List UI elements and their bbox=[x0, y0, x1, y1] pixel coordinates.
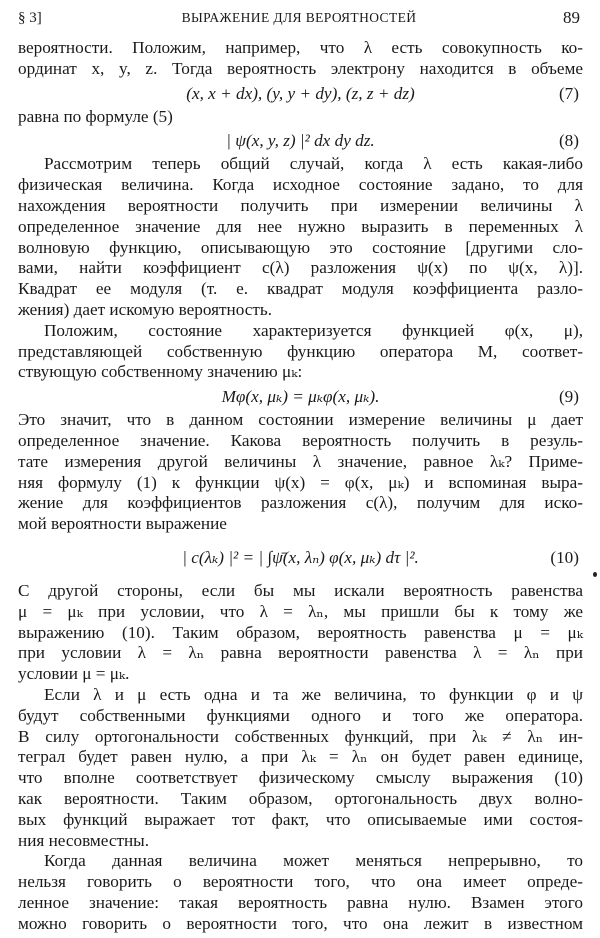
text-line: будут собственными функциями одного и того же оператора. bbox=[18, 705, 583, 725]
text-line: μ = μₖ при условии, что λ = λₙ, мы пришли бы к тому же bbox=[18, 601, 584, 621]
text-line: нельзя говорить о вероятности того, что она имеет опреде- bbox=[18, 872, 583, 892]
page-number: 89 bbox=[563, 8, 580, 27]
equation bbox=[18, 127, 583, 154]
text-line: физическая величина. Когда исходное состояние задано, то для bbox=[18, 175, 583, 195]
text-line: нахождения вероятности получить при измерении величины λ bbox=[18, 195, 583, 215]
text-line: можно говорить о вероятности того, что она лежит в известном bbox=[18, 913, 583, 933]
text-line: жение для коэффициентов разложения c(λ), получим для иско- bbox=[18, 493, 583, 513]
text-line: Квадрат ее модуля (т. е. квадрат модуля коэффициента разло- bbox=[18, 279, 583, 299]
text-line: волновую функцию, описывающую это состояние [другими сло- bbox=[18, 237, 583, 257]
text-line: равна по формуле (5) bbox=[18, 106, 173, 126]
equation bbox=[18, 80, 583, 107]
text-line: вами, найти коэффициент c(λ) разложения ψ(x) по ψ(x, λ)]. bbox=[18, 258, 583, 278]
equation-text: (x, x + dx), (y, y + dy), (z, z + dz) bbox=[186, 83, 415, 103]
print-speck bbox=[593, 572, 597, 577]
page-body bbox=[18, 38, 583, 934]
text-line: выражению (10). Таким образом, вероятность равенства μ = μₖ bbox=[18, 622, 583, 642]
text-line: ния несовместны. bbox=[18, 830, 150, 850]
text-line: представляющей собственную функцию оператора M, соответ- bbox=[18, 341, 583, 361]
text-line: С другой стороны, если бы мы искали вероятность равенства bbox=[18, 580, 583, 600]
text-line: Если λ и μ есть одна и та же величина, то функции φ и ψ bbox=[44, 684, 583, 704]
text-line: определенное значение для нее нужно выразить в переменных λ bbox=[18, 216, 583, 236]
text-line: вероятности. Положим, например, что λ есть совокупность ко- bbox=[18, 38, 583, 57]
text-line: ленное значение: такая вероятность равна нулю. Взамен этого bbox=[18, 892, 583, 912]
text-line: Это значит, что в данном состоянии измерение величины μ дает bbox=[18, 410, 583, 430]
equation-number: (8) bbox=[558, 131, 579, 151]
text-line: что вполне соответствует физическому смыслу выражения (10) bbox=[18, 768, 583, 788]
text-line: Рассмотрим теперь общий случай, когда λ есть какая-либо bbox=[44, 154, 583, 174]
equation bbox=[18, 383, 583, 410]
equation-text: | c(λₖ) |² = | ∫ψ̄(x, λₙ) φ(x, μₖ) dτ |². bbox=[182, 547, 419, 567]
running-header bbox=[18, 8, 580, 32]
text-line: жения) дает искомую вероятность. bbox=[18, 299, 273, 319]
text-line: определенное значение. Какова вероятность получить в резуль- bbox=[18, 430, 583, 450]
text-line: В силу ортогональности собственных функций, при λₖ ≠ λₙ ин- bbox=[18, 726, 583, 746]
text-line: Когда данная величина может меняться непрерывно, то bbox=[44, 851, 583, 871]
equation-text: Mφ(x, μₖ) = μₖφ(x, μₖ). bbox=[221, 387, 380, 407]
text-line: няя формулу (1) к функции ψ(x) = φ(x, μₖ) и вспоминая выра- bbox=[18, 472, 583, 492]
equation-text: | ψ(x, y, z) |² dx dy dz. bbox=[226, 131, 375, 151]
text-line: тате измерения другой величины λ значение, равное λₖ? Приме- bbox=[18, 451, 583, 471]
chapter-title: ВЫРАЖЕНИЕ ДЛЯ ВЕРОЯТНОСТЕЙ bbox=[181, 10, 417, 25]
text-line: мой вероятности выражение bbox=[18, 514, 227, 534]
text-line: теграл будет равен нулю, а при λₖ = λₙ он будет равен единице, bbox=[18, 747, 583, 767]
equation bbox=[18, 535, 583, 581]
section-label: § 3] bbox=[18, 10, 42, 26]
text-line: ствующую собственному значению μₖ: bbox=[18, 362, 303, 382]
equation-number: (9) bbox=[558, 387, 579, 407]
text-line: при условии λ = λₙ равна вероятности равенства λ = λₙ при bbox=[18, 643, 583, 663]
text-line: как вероятности. Таким образом, ортогональность двух волно- bbox=[18, 788, 583, 808]
text-line: ординат x, y, z. Тогда вероятность электрону находится в объеме bbox=[18, 58, 583, 78]
text-line: вых функций выражает тот факт, что описываемые ими состоя- bbox=[18, 809, 583, 829]
equation-number: (10) bbox=[550, 547, 579, 567]
text-line: условии μ = μₖ. bbox=[18, 664, 130, 684]
text-line: Положим, состояние характеризуется функцией φ(x, μ), bbox=[44, 320, 583, 340]
equation-number: (7) bbox=[558, 83, 579, 103]
